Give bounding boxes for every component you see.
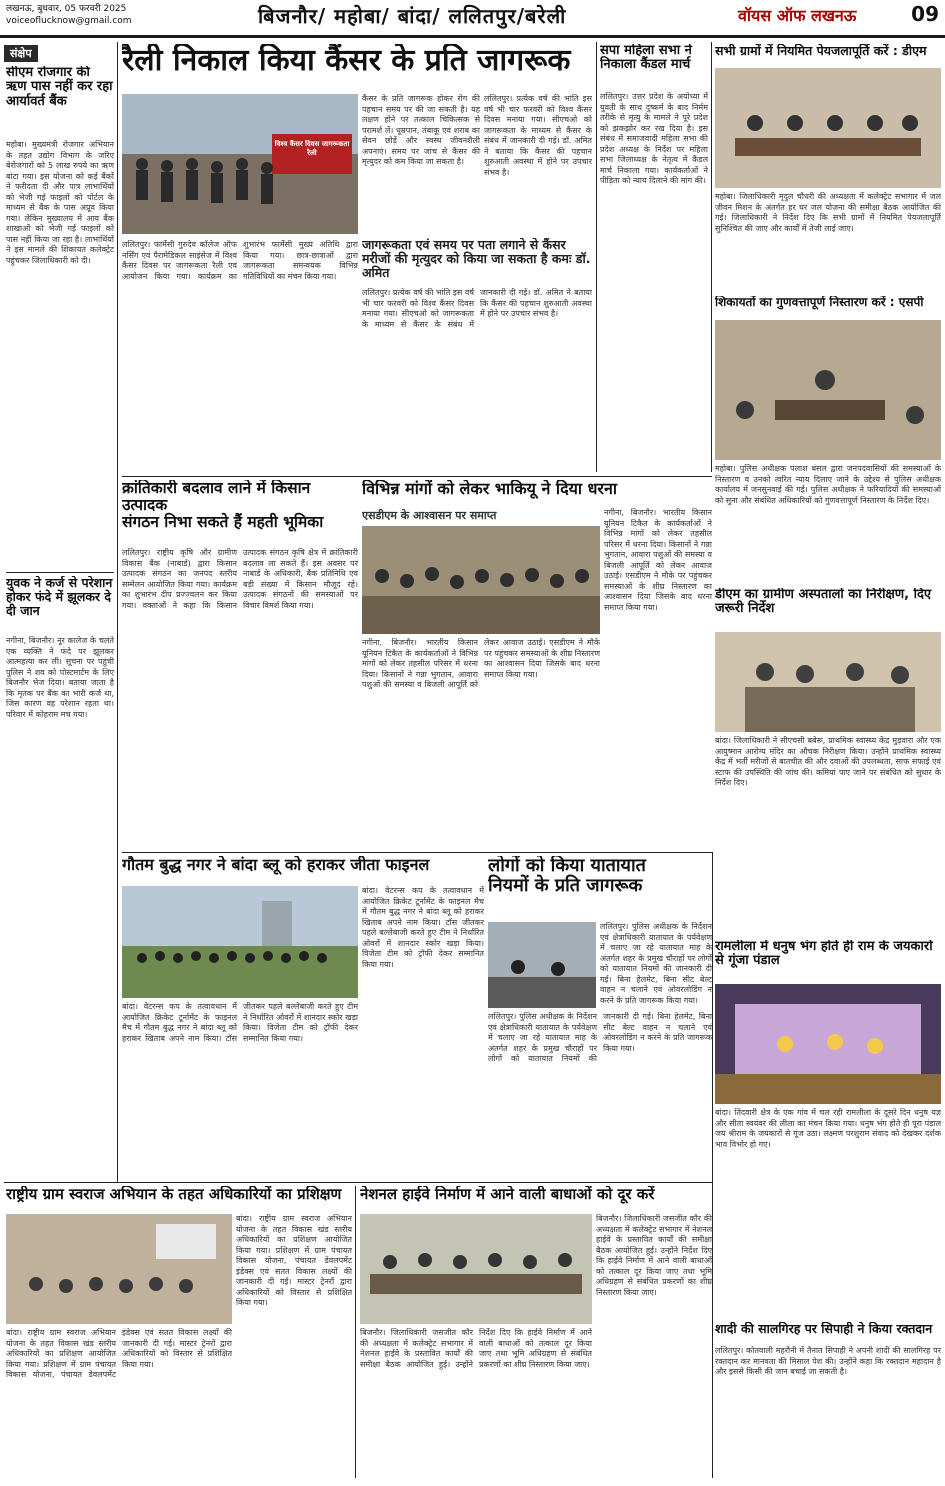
bku-body: नगीना, बिजनौर। भारतीय किसान यूनियन टिकैत के कार्यकर्ताओं ने विभिन्न मांगों को लेकर तहसील परिसर में धरना दिया। किसानों ने गन्ना भुगतान, आवारा पशुओं की समस्या व बिजली आपूर्ति को लेकर आवाज उठाई। एसडीएम ने मौके पर पहुंचकर समस्याओं के शीघ्र निस्तारण का आश्वासन दिया जिसके बाद धरना समाप्त किया गया। xyxy=(362,638,600,689)
traffic-body-a: ललितपुर। पुलिस अधीक्षक के निर्देशन एवं क्षेत्राधिकारी यातायात के पर्यवेक्षण में चलाए जा रहे यातायात माह के अंतर्गत शहर के प्रमुख चौराहों पर लोगों को यातायात नियमों की जानकारी दी गई। बिना हेलमेट, बिना सीट बेल्ट वाहन न चलाने एवं ओवरलोडिंग न करने के प्रति जागरूक किया गया। xyxy=(600,922,712,1005)
lead-body-a: ललितपुर। फार्मेसी गुरुदेव कॉलेज ऑफ नर्सिंग एवं पैरामेडिकल साइंसेज में विश्व कैंसर दिवस पर जागरूकता रैली एवं आयोजन किया गया। कार्यक्रम का शुभारंभ फार्मेसी मुख्य अतिथि द्वारा किया गया। छात्र-छात्राओं द्वारा जागरूकता समन्वयक विभिन्न गतिविधियों का मंचन किया गया। xyxy=(122,240,358,281)
divider xyxy=(6,572,114,573)
ramleela-photo xyxy=(715,984,941,1104)
kisan-headline-line2: संगठन निभा सकते हैं महती भूमिका xyxy=(122,513,324,532)
traffic-headline-line1: लोगों को किया यातायात xyxy=(488,856,646,876)
hearing-illustration xyxy=(715,320,941,460)
bku-headline: विभिन्न मांगों को लेकर भाकियू ने दिया धरना xyxy=(362,480,617,498)
sapa-headline: सपा महिला सभा ने निकाला कैंडल मार्च xyxy=(600,44,692,73)
sp-headline: शिकायतों का गुणवत्तापूर्ण निस्तारण करें : एसपी xyxy=(715,296,924,309)
bku-subhead: एसडीएम के आश्वासन पर समाप्त xyxy=(362,509,497,522)
masthead xyxy=(0,0,945,38)
column-divider xyxy=(355,1186,356,1478)
divider xyxy=(122,476,712,477)
traffic-illustration xyxy=(488,922,596,1008)
highway-photo xyxy=(360,1214,592,1324)
sp-photo xyxy=(715,320,941,460)
protest-illustration xyxy=(362,526,600,634)
page-number: 09 xyxy=(911,2,939,26)
wedding-body: ललितपुर। कोतवाली महरौनी में तैनात सिपाही ने अपनी शादी की सालगिरह पर रक्तदान कर मानवता की मिसाल पेश की। उन्होंने कहा कि रक्तदान महादान है और इससे किसी की जान बचाई जा सकती है। xyxy=(715,1346,941,1376)
ramleela-body: बांदा। तिंदवारी क्षेत्र के एक गांव में चल रही रामलीला के दूसरे दिन धनुष यज्ञ और सीता स्वयंवर की लीला का मंचन किया गया। धनुष भंग होते ही पूरा पंडाल जय श्रीराम के जयकारों से गूंज उठा। लक्ष्मण परशुराम संवाद को देखकर दर्शक भाव विभोर हो गए। xyxy=(715,1108,941,1149)
traffic-photo xyxy=(488,922,596,1008)
review-meeting-illustration xyxy=(360,1214,592,1324)
water-body: महोबा। जिलाधिकारी मृदुल चौधरी की अध्यक्षता में कलेक्ट्रेट सभागार में जल जीवन मिशन के अंतर्गत हर घर जल योजना की समीक्षा बैठक आयोजित की गई। जिलाधिकारी ने निर्देश दिए कि सभी ग्रामों में नियमित पेयजलापूर्ति सुनिश्चित की जाए और कार्यों में तेजी लाई जाए। xyxy=(715,192,941,233)
column-divider xyxy=(712,852,713,1478)
gbn-photo xyxy=(122,886,358,998)
highway-body-continued: बिजनौर। जिलाधिकारी जसजीत कौर की अध्यक्षता में कलेक्ट्रेट सभागार में नेशनल हाईवे के प्रस्तावित कार्यों की समीक्षा बैठक आयोजित हुई। उन्होंने निर्देश दिए कि हाईवे निर्माण में आने वाली बाधाओं को तत्काल दूर किया जाए तथा भूमि अधिग्रहण से संबंधित प्रकरणों का शीघ्र निस्तारण किया जाए। xyxy=(596,1214,712,1297)
sidebar-story1-headline: सीएम रोजगार की ऋण पास नहीं कर रहा आर्यावर्त बैंक xyxy=(6,66,113,109)
ramleela-headline: रामलीला में धनुष भंग होते ही राम के जयकारों से गूंजा पंडाल xyxy=(715,940,933,969)
kisan-headline xyxy=(122,480,358,544)
stage-illustration xyxy=(715,984,941,1104)
sidebar-story2-headline: युवक ने कर्ज से परेशान होकर फंदे में झूलकर दे दी जान xyxy=(6,576,113,618)
water-headline: सभी ग्रामों में नियमित पेयजलापूर्ति करें : डीएम xyxy=(715,44,927,58)
sapa-body: ललितपुर। उत्तर प्रदेश के अयोध्या में युवती के साथ दुष्कर्म के बाद निर्मम तरीके से मृत्यु के मामले ने पूरे प्रदेश को झकझोर कर रख दिया है। इस संबंध में समाजवादी महिला सभा की प्रदेश अध्यक्ष के निर्देश पर महिला सभा जिलाध्यक्ष के नेतृत्व में कैंडल मार्च निकाला गया। कार्यकर्ताओं ने पीड़िता को न्याय दिलाने की मांग की। xyxy=(600,92,708,185)
divider xyxy=(4,1182,712,1183)
gram-body-continued: बांदा। राष्ट्रीय ग्राम स्वराज अभियान योजना के तहत विकास खंड स्तरीय अधिकारियों का प्रशिक्षण आयोजित किया गया। प्रशिक्षण में ग्राम पंचायत विकास योजना, पंचायत डेवलपमेंट इंडेक्स एवं सतत विकास लक्ष्यों की जानकारी दी गई। मास्टर ट्रेनरों द्वारा अधिकारियों को विस्तार से प्रशिक्षित किया गया। xyxy=(236,1214,352,1307)
traffic-headline-line2: नियमों के प्रति जागरूक xyxy=(488,874,643,896)
dateline: लखनऊ, बुधवार, 05 फरवरी 2025 xyxy=(6,4,127,14)
dateline-block xyxy=(6,3,132,27)
dm-hospital-body: बांदा। जिलाधिकारी ने सीएचसी बबेरू, प्राथमिक स्वास्थ्य केंद्र मुड़वारा और एक आयुष्मान आरोग्य मंदिर का औचक निरीक्षण किया। उन्होंने प्राथमिक स्वास्थ्य केंद्र में भर्ती मरीजों से बातचीत की और दवाओं की उपलब्धता, साफ सफाई एवं स्टाफ की उपस्थिति की जांच की। कमियां पाए जाने पर संबंधित को सुधार के निर्देश दिए। xyxy=(715,736,941,787)
training-illustration xyxy=(6,1214,232,1324)
lead-photo xyxy=(122,94,358,234)
column-divider xyxy=(711,42,712,472)
column-divider xyxy=(596,42,597,472)
sidebar-label-box xyxy=(4,42,114,64)
lead-body-b: कैंसर के प्रति जागरूक होकर रोग की पहचान समय पर की जा सकती है। यह लक्षण होने पर तत्काल चिकित्सक से परामर्श लें। धूम्रपान, तंबाकू एवं शराब का सेवन छोड़ें और स्वस्थ जीवनशैली अपनाएं। समय पर जांच से कैंसर की मृत्युदर को कम किया जा सकता है। xyxy=(362,94,480,166)
section-title: बिजनौर/ महोबा/ बांदा/ ललितपुर/बरेली xyxy=(258,4,567,28)
traffic-headline xyxy=(488,856,712,918)
gram-body: बांदा। राष्ट्रीय ग्राम स्वराज अभियान योजना के तहत विकास खंड स्तरीय अधिकारियों का प्रशिक्षण आयोजित किया गया। प्रशिक्षण में ग्राम पंचायत विकास योजना, पंचायत डेवलपमेंट इंडेक्स एवं सतत विकास लक्ष्यों की जानकारी दी गई। मास्टर ट्रेनरों द्वारा अधिकारियों को विस्तार से प्रशिक्षित किया गया। xyxy=(6,1328,232,1379)
column-divider xyxy=(117,42,118,1182)
bku-body-continued: नगीना, बिजनौर। भारतीय किसान यूनियन टिकैत के कार्यकर्ताओं ने विभिन्न मांगों को लेकर तहसील परिसर में धरना दिया। किसानों ने गन्ना भुगतान, आवारा पशुओं की समस्या व बिजली आपूर्ति को लेकर आवाज उठाई। एसडीएम ने मौके पर पहुंचकर समस्याओं के शीघ्र निस्तारण का आश्वासन दिया जिसके बाद धरना समाप्त किया गया। xyxy=(604,508,712,612)
kisan-body: ललितपुर। राष्ट्रीय कृषि और ग्रामीण विकास बैंक (नाबार्ड) द्वारा किसान उत्पादक संगठन का जनपद स्तरीय सम्मेलन आयोजित किया गया। कार्यक्रम का शुभारंभ दीप प्रज्ज्वलन कर किया गया। वक्ताओं ने कहा कि किसान उत्पादक संगठन कृषि क्षेत्र में क्रांतिकारी बदलाव ला सकते हैं। इस अवसर पर नाबार्ड के अधिकारी, बैंक प्रतिनिधि एवं बड़ी संख्या में किसान मौजूद रहे। उत्पादक संगठनों की समस्याओं पर विचार विमर्श किया गया। xyxy=(122,548,358,610)
email: voiceoflucknow@gmail.com xyxy=(6,16,132,26)
sp-body: महोबा। पुलिस अधीक्षक पलाश बंसल द्वारा जनपदवासियों की समस्याओं के निस्तारण व उनको त्वरित न्याय दिलाए जाने के उद्देश्य से पुलिस अधीक्षक कार्यालय में जनसुनवाई की गई। पुलिस अधीक्षक ने फरियादियों की समस्याओं को सुना और संबंधित अधिकारियों को गुणवत्तापूर्ण निस्तारण के निर्देश दिए। xyxy=(715,464,941,505)
rally-banner-text: विश्व कैंसर दिवस जागरूकता रैली xyxy=(274,140,350,157)
gram-photo xyxy=(6,1214,232,1324)
lead-headline: रैली निकाल किया कैंसर के प्रति जागरूक xyxy=(122,44,571,78)
sidebar-story1-body: महोबा। मुख्यमंत्री रोजगार अभियान के तहत उद्योग विभाग के जरिए बेरोजगारों को 5 लाख रुपये का ऋण बांटा गया। इस योजना को कई बैंकों ने फरीदता दी और पात्र लाभार्थियों को भेजी गई फाइलों को पोर्टल के माध्यम से बैंक के पास अप्रूव किया गया। लेकिन मुख्यालय में आय बैंक शाखाओं को भेजी गई फाइलों को पास नहीं किया जा रहा है। लाभार्थियों ने इस मामले की शिकायत कलेक्ट्रेट पहुंचकर जिलाधिकारी को दी। xyxy=(6,140,114,265)
dm-hospital-photo xyxy=(715,632,941,732)
meeting-illustration xyxy=(715,68,941,188)
sidebar-story2-body: नगीना, बिजनौर। नूर कालेज के चलते एक व्यक्ति ने फंदे पर झूलकर आत्महत्या कर ली। सूचना पर पहुंची पुलिस ने शव को पोस्टमार्टम के लिए बिजनौर भेज दिया। बताया जाता है कि मृतक पर बैंक का भारी कर्ज था, जिस कारण वह परेशान रहता था। परिवार में कोहराम मच गया। xyxy=(6,636,114,719)
hospital-illustration xyxy=(715,632,941,732)
highway-headline: नेशनल हाईवे निर्माण में आने वाली बाधाओं को दूर करें xyxy=(360,1186,655,1203)
lead-kicker: जागरूकता एवं समय पर पता लगाने से कैंसर मरीजों की मृत्युदर को किया जा सकता है कमः डॉ. अमित xyxy=(362,238,591,280)
cricket-illustration xyxy=(122,886,358,998)
dm-hospital-headline: डीएम का ग्रामीण अस्पतालों का निरीक्षण, दिए जरूरी निर्देश xyxy=(715,588,932,617)
gram-headline: राष्ट्रीय ग्राम स्वराज अभियान के तहत अधिकारियों का प्रशिक्षण xyxy=(6,1186,342,1203)
lead-body-c: ललितपुर। प्रत्येक वर्ष की भांति इस वर्ष भी चार फरवरी को विश्व कैंसर दिवस मनाया गया। सीएचओ को जागरूकता के माध्यम से कैंसर के संबंध में जानकारी दी गई। डॉ. अमित ने बताया कि कैंसर की पहचान शुरुआती अवस्था में होने पर उपचार संभव है। xyxy=(362,288,592,329)
traffic-body: ललितपुर। पुलिस अधीक्षक के निर्देशन एवं क्षेत्राधिकारी यातायात के पर्यवेक्षण में चलाए जा रहे यातायात माह के अंतर्गत शहर के प्रमुख चौराहों पर लोगों को यातायात नियमों की जानकारी दी गई। बिना हेलमेट, बिना सीट बेल्ट वाहन न चलाने एवं ओवरलोडिंग न करने के प्रति जागरूक किया गया। xyxy=(488,1012,712,1063)
divider xyxy=(122,852,712,853)
paper-name: वॉयस ऑफ लखनऊ xyxy=(738,6,857,25)
gbn-body: बांदा। वेटरन्स कप के तत्वावधान में आयोजित क्रिकेट टूर्नामेंट के फाइनल मैच में गौतम बुद्ध नगर ने बांदा ब्लू को हराकर खिताब अपने नाम किया। टॉस जीतकर पहले बल्लेबाजी करते हुए टीम ने निर्धारित ओवरों में शानदार स्कोर खड़ा किया। विजेता टीम को ट्रॉफी देकर सम्मानित किया गया। xyxy=(122,1002,358,1043)
lead-body-c-part: ललितपुर। प्रत्येक वर्ष की भांति इस वर्ष भी चार फरवरी को विश्व कैंसर दिवस मनाया गया। सीएचओ को जागरूकता के माध्यम से कैंसर के संबंध में जानकारी दी गई। डॉ. अमित ने बताया कि कैंसर की पहचान शुरुआती अवस्था में होने पर उपचार संभव है। xyxy=(484,94,592,177)
wedding-headline: शादी की सालगिरह पर सिपाही ने किया रक्तदान xyxy=(715,1322,933,1336)
bku-photo xyxy=(362,526,600,634)
sidebar-label: संक्षेप xyxy=(4,45,38,62)
gbn-headline: गौतम बुद्ध नगर ने बांदा ब्लू को हराकर जीता फाइनल xyxy=(122,856,430,874)
water-meeting-photo xyxy=(715,68,941,188)
gbn-body-continued: बांदा। वेटरन्स कप के तत्वावधान में आयोजित क्रिकेट टूर्नामेंट के फाइनल मैच में गौतम बुद्ध नगर ने बांदा ब्लू को हराकर खिताब अपने नाम किया। टॉस जीतकर पहले बल्लेबाजी करते हुए टीम ने निर्धारित ओवरों में शानदार स्कोर खड़ा किया। विजेता टीम को ट्रॉफी देकर सम्मानित किया गया। xyxy=(362,886,484,969)
highway-body: बिजनौर। जिलाधिकारी जसजीत कौर की अध्यक्षता में कलेक्ट्रेट सभागार में नेशनल हाईवे के प्रस्तावित कार्यों की समीक्षा बैठक आयोजित हुई। उन्होंने निर्देश दिए कि हाईवे निर्माण में आने वाली बाधाओं को तत्काल दूर किया जाए तथा भूमि अधिग्रहण से संबंधित प्रकरणों का शीघ्र निस्तारण किया जाए। xyxy=(360,1328,592,1369)
kisan-headline-line1: क्रांतिकारी बदलाव लाने में किसान उत्पादक xyxy=(122,480,311,515)
